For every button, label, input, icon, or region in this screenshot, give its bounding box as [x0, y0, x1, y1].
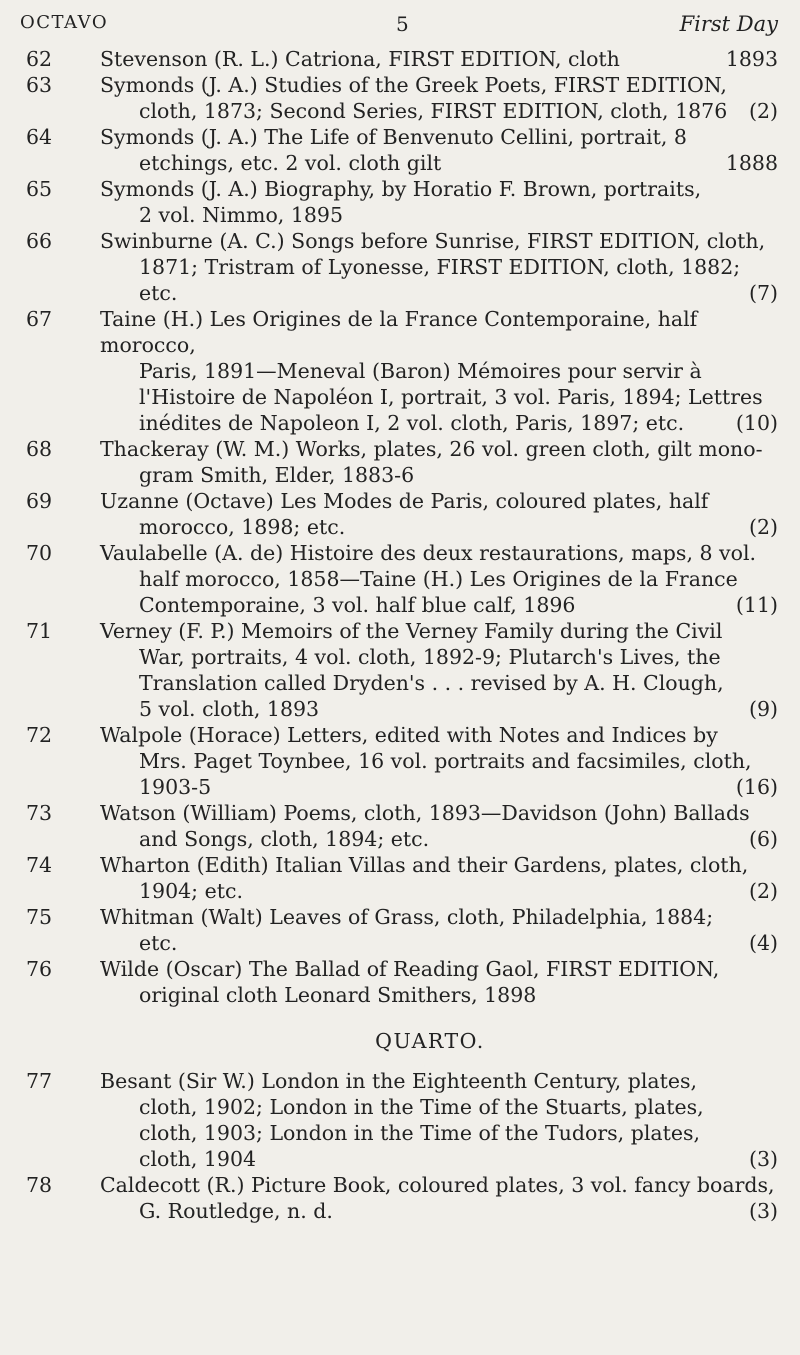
lot-entry [0, 176, 800, 228]
lot-quantity: (10) [735, 411, 778, 435]
description-line: Verney (F. P.) Memoirs of the Verney Family during the Civil [100, 619, 723, 643]
lot-number: 65 [26, 177, 53, 201]
lot-quantity: (9) [748, 697, 778, 721]
lot-description [100, 1172, 778, 1224]
description-line: Swinburne (A. C.) Songs before Sunrise, FIRST EDITION, cloth, [100, 229, 766, 253]
lot-number: 75 [26, 905, 53, 929]
description-line: Thackeray (W. M.) Works, plates, 26 vol. green cloth, gilt mono- [100, 437, 763, 461]
description-line: etchings, etc. 2 vol. cloth gilt 1888 [139, 151, 778, 175]
description-line: original cloth Leonard Smithers, 1898 [139, 983, 537, 1007]
lot-description [100, 904, 778, 956]
lot-number: 64 [26, 125, 53, 149]
lot-quantity: (16) [735, 775, 778, 799]
lot-entry [0, 904, 800, 956]
lot-description [100, 46, 778, 72]
description-line: cloth, 1903; London in the Time of the Tudors, plates, [139, 1121, 701, 1145]
lot-entry [0, 800, 800, 852]
lot-number: 69 [26, 489, 53, 513]
lot-entry [0, 488, 800, 540]
lot-quantity: (11) [735, 593, 778, 617]
description-line: 5 vol. cloth, 1893 (9) [139, 697, 778, 721]
lot-entry [0, 956, 800, 1008]
lot-number: 78 [26, 1173, 53, 1197]
description-line: etc. (7) [139, 281, 778, 305]
description-line: Watson (William) Poems, cloth, 1893—Davidson (John) Ballads [100, 801, 750, 825]
description-line: Whitman (Walt) Leaves of Grass, cloth, Philadelphia, 1884; [100, 905, 714, 929]
lot-number: 67 [26, 307, 53, 331]
lot-entry [0, 436, 800, 488]
description-line: inédites de Napoleon I, 2 vol. cloth, Paris, 1897; etc. (10) [139, 411, 778, 435]
lot-entry [0, 124, 800, 176]
lot-quantity: 1893 [725, 47, 778, 71]
lot-description [100, 852, 778, 904]
lot-description [100, 1068, 778, 1172]
description-line: Besant (Sir W.) London in the Eighteenth Century, plates, [100, 1069, 698, 1093]
lot-number: 70 [26, 541, 53, 565]
lot-quantity: (7) [748, 281, 778, 305]
lot-description [100, 176, 778, 228]
description-line: Wharton (Edith) Italian Villas and their Gardens, plates, cloth, [100, 853, 749, 877]
lot-quantity: (2) [748, 879, 778, 903]
lot-description [100, 436, 778, 488]
lot-description [100, 124, 778, 176]
octavo-list [0, 46, 800, 1224]
description-line: Contemporaine, 3 vol. half blue calf, 1896 (11) [139, 593, 778, 617]
description-line: cloth, 1904 (3) [139, 1147, 778, 1171]
lot-number: 66 [26, 229, 53, 253]
lot-number: 63 [26, 73, 53, 97]
lot-entry [0, 1172, 800, 1224]
description-line: Symonds (J. A.) Studies of the Greek Poets, FIRST EDITION, [100, 73, 727, 97]
lot-description [100, 306, 778, 436]
description-line: Uzanne (Octave) Les Modes de Paris, coloured plates, half [100, 489, 709, 513]
description-line: half morocco, 1858—Taine (H.) Les Origines de la France [139, 567, 738, 591]
lot-number: 68 [26, 437, 53, 461]
lot-quantity: (6) [748, 827, 778, 851]
description-line: 1903-5 (16) [139, 775, 778, 799]
lot-quantity: (3) [748, 1199, 778, 1223]
lot-entry [0, 618, 800, 722]
lot-description [100, 956, 778, 1008]
description-line: and Songs, cloth, 1894; etc. (6) [139, 827, 778, 851]
description-line: 1904; etc. (2) [139, 879, 778, 903]
description-line: Symonds (J. A.) The Life of Benvenuto Cellini, portrait, 8 [100, 125, 687, 149]
lot-entry [0, 72, 800, 124]
description-line: l'Histoire de Napoléon I, portrait, 3 vol. Paris, 1894; Lettres [139, 385, 763, 409]
description-line: Vaulabelle (A. de) Histoire des deux restaurations, maps, 8 vol. [100, 541, 757, 565]
lot-description [100, 540, 778, 618]
header-day: First Day [679, 12, 778, 36]
lot-description [100, 72, 778, 124]
description-line: 2 vol. Nimmo, 1895 [139, 203, 343, 227]
description-line: Walpole (Horace) Letters, edited with Notes and Indices by [100, 723, 718, 747]
lot-description [100, 228, 778, 306]
description-line: etc. (4) [139, 931, 778, 955]
lot-entry [0, 306, 800, 436]
lot-number: 72 [26, 723, 53, 747]
lot-entry [0, 228, 800, 306]
lot-quantity: (4) [748, 931, 778, 955]
page-header [20, 12, 778, 40]
lot-number: 77 [26, 1069, 53, 1093]
description-line: cloth, 1873; Second Series, FIRST EDITION, cloth, 1876 (2) [139, 99, 778, 123]
lot-quantity: (2) [748, 515, 778, 539]
lot-number: 74 [26, 853, 53, 877]
description-line: Mrs. Paget Toynbee, 16 vol. portraits and facsimiles, cloth, [139, 749, 752, 773]
lot-description [100, 722, 778, 800]
description-line: Paris, 1891—Meneval (Baron) Mémoires pour servir à [139, 359, 702, 383]
lot-quantity: 1888 [725, 151, 778, 175]
page-number: 5 [396, 12, 409, 36]
lot-quantity: (2) [748, 99, 778, 123]
description-line: Caldecott (R.) Picture Book, coloured plates, 3 vol. fancy boards, [100, 1173, 775, 1197]
description-line: Wilde (Oscar) The Ballad of Reading Gaol, FIRST EDITION, [100, 957, 720, 981]
lot-entry [0, 1068, 800, 1172]
lot-description [100, 618, 778, 722]
lot-number: 62 [26, 47, 53, 71]
description-line: Taine (H.) Les Origines de la France Contemporaine, half morocco, [100, 307, 698, 357]
description-line: Translation called Dryden's . . . revised by A. H. Clough, [139, 671, 724, 695]
description-line: G. Routledge, n. d. (3) [139, 1199, 778, 1223]
lot-number: 76 [26, 957, 53, 981]
lot-entry [0, 540, 800, 618]
lot-description [100, 488, 778, 540]
description-line: morocco, 1898; etc. (2) [139, 515, 778, 539]
lot-number: 73 [26, 801, 53, 825]
lot-entry [0, 722, 800, 800]
lot-number: 71 [26, 619, 53, 643]
description-line: 1871; Tristram of Lyonesse, FIRST EDITION, cloth, 1882; [139, 255, 741, 279]
lot-quantity: (3) [748, 1147, 778, 1171]
lot-entry [0, 852, 800, 904]
lot-description [100, 800, 778, 852]
description-line: gram Smith, Elder, 1883-6 [139, 463, 415, 487]
description-line: Symonds (J. A.) Biography, by Horatio F. Brown, portraits, [100, 177, 702, 201]
description-line: cloth, 1902; London in the Time of the Stuarts, plates, [139, 1095, 704, 1119]
description-line: Stevenson (R. L.) Catriona, FIRST EDITION, cloth 1893 [100, 47, 778, 71]
description-line: War, portraits, 4 vol. cloth, 1892-9; Plutarch's Lives, the [139, 645, 721, 669]
header-format: OCTAVO [20, 12, 109, 33]
section-title: QUARTO. [375, 1029, 485, 1053]
lot-entry [0, 46, 800, 72]
